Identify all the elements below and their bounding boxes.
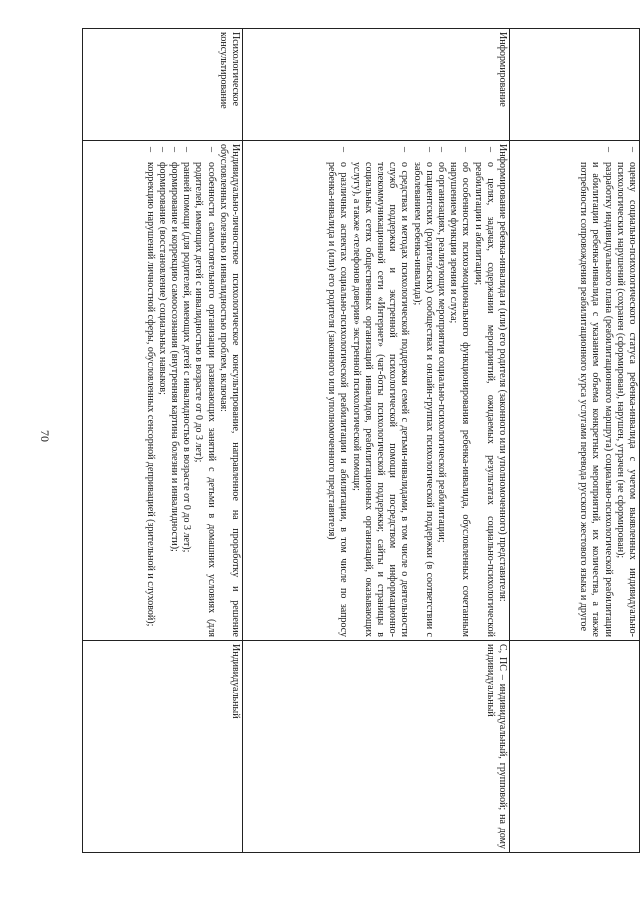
list-item: – разработку индивидуального плана (реабилитационного маршрута) социально-психологической реабилитации и абилитации ребенка-инвалида с указанием объема конкретных мероприятий, их количества, а также потребности сопровождения реабилитационного курса услугами перевода русского жестового языка и другое xyxy=(577,144,614,637)
list-item: – об организациях, реализующих мероприятия социально-психологической реабилитации; xyxy=(435,144,447,637)
list-item: – ранней помощи (для родителей, имеющих детей с инвалидностью в возрасте от 0 до 3 лет); xyxy=(180,144,192,637)
row-name-cell: Психологическое консультирование xyxy=(83,29,243,141)
rotated-page xyxy=(40,28,640,852)
row-form-cell xyxy=(510,641,640,853)
table-row xyxy=(243,29,510,853)
table-row xyxy=(510,29,640,853)
table-row xyxy=(83,29,243,853)
list-item: – об особенностях психоэмоционального функционирования ребенка-инвалида, обусловленных сочетанным нарушением функции зрения и слуха; xyxy=(447,144,471,637)
list-item: – о пациентских (родительских) сообществах и онлайн-группах психологической поддержки (в соответствии с заболеванием ребенка-инвалида); xyxy=(410,144,434,637)
row-name-cell: Информирование xyxy=(243,29,510,141)
list-item: – формирование (восстановление) социальных навыков; xyxy=(156,144,168,637)
rehab-table xyxy=(82,28,640,853)
row-content-cell xyxy=(510,141,640,641)
list-item: – оценку социально-психологического статуса ребенка-инвалида с учетом выявленных индивидуально-психологических нарушений (сохранен (сформирован), нарушен, утрачен (не сформирован); xyxy=(614,144,638,637)
row-form-cell: Индивидуальный xyxy=(83,641,243,853)
row-intro: Индивидуально-личностное психологическое консультирование, направленное на проработку и решение обусловленных болезнью и инвалидностью проблем, включая: xyxy=(217,144,241,637)
row-name-cell xyxy=(510,29,640,141)
row-form-cell: С, ПС – индивидуальный, групповой; на дому индивидуальный xyxy=(243,641,510,853)
page-number: 70 xyxy=(38,430,52,442)
list-item: – о средствах и методах психологической поддержки семей с детьми-инвалидами, в том числе о деятельности служб поддержки и экстренной психологической помощи посредством информационно-телекоммуникационной сети «Интернет» (чат-боты психологической поддержки; сайты и страницы в социальных сетях общественных организаций инвалидов, реабилитационных организаций, оказывающих услугу), а также «телефонов доверия» экстренной психологической помощи; xyxy=(349,144,410,637)
list-item: – формирование и коррекцию самоосознания (внутренняя картина болезни и инвалидности); xyxy=(168,144,180,637)
list-item: – коррекцию нарушений личностной сферы, обусловленных сенсорной депривацией (зрительной и слуховой); xyxy=(143,144,155,637)
list-item: – особенности самостоятельного организации развивающих занятий с детьми в домашних условиях (для родителей, имеющих детей с инвалидностью в возрасте от 0 до 3 лет); xyxy=(192,144,216,637)
list-item: – о различных аспектах социально-психологической реабилитации и абилитации, в том числе по запросу ребенка-инвалида и (или) его родителя (законного или уполномоченного представителя) xyxy=(325,144,349,637)
row-content-cell xyxy=(83,141,243,641)
row-content-cell xyxy=(243,141,510,641)
list-item: – о целях, задачах, содержании мероприятий, ожидаемых результатах социально-психологической реабилитации и абилитации; xyxy=(471,144,495,637)
row-intro: Информирование ребенка-инвалида и (или) его родителя (законного или уполномоченного) представителя: xyxy=(497,144,508,602)
